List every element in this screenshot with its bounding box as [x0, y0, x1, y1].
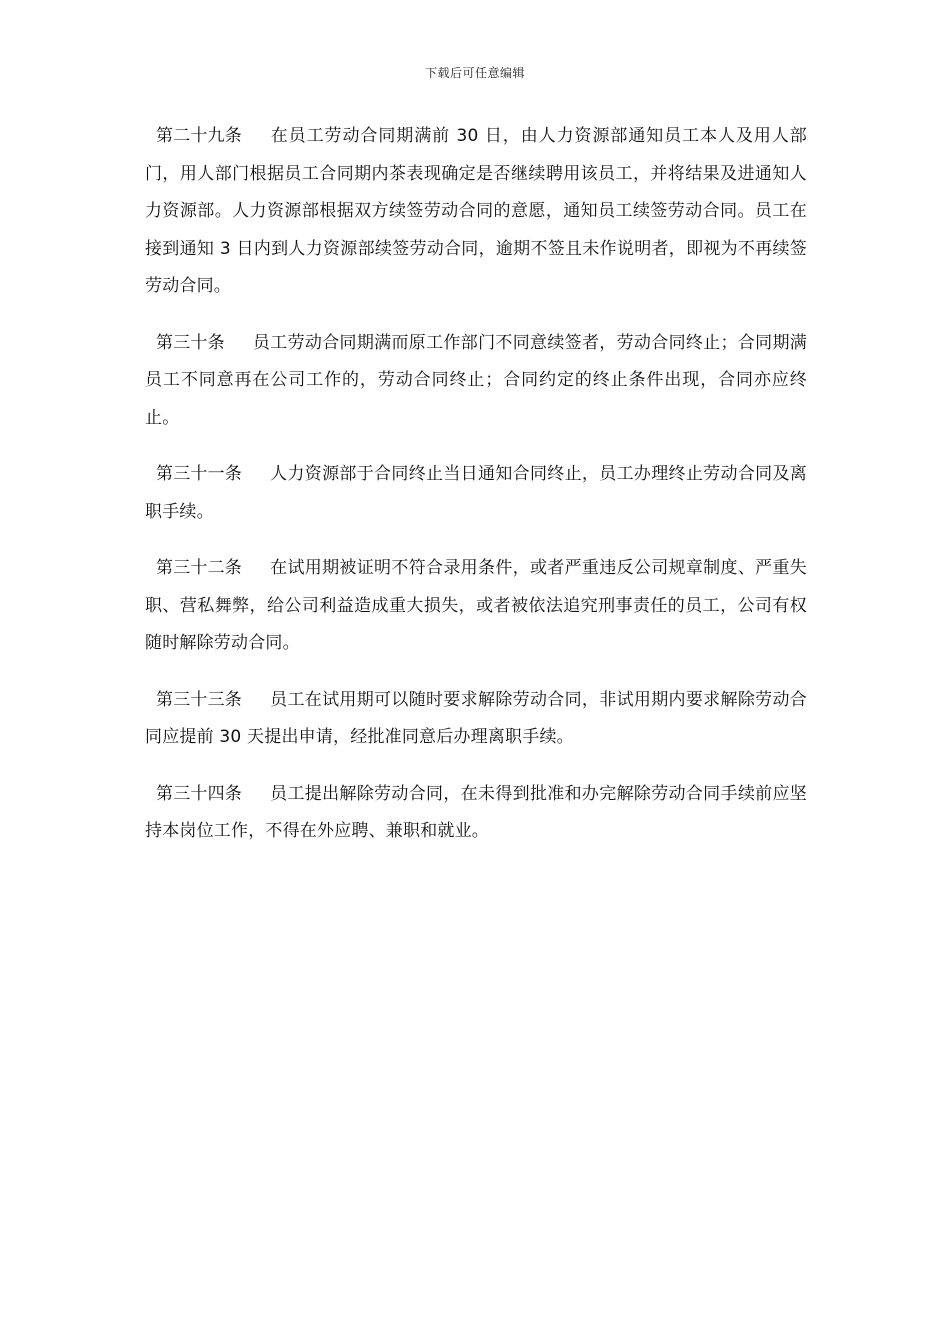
- article-label: 第三十三条: [156, 689, 242, 710]
- article-31: [145, 456, 807, 531]
- article-label: 第三十一条: [156, 464, 242, 484]
- document-body: [145, 118, 807, 870]
- article-text: 在员工劳动合同期满前 30 日，由人力资源部通知员工本人及用人部门，用人部门根据员工合同期内茶表现确定是否继续聘用该员工，并将结果及进通知人力资源部。人力资源部根据双方续签劳动合同的意愿，通知员工续签劳动合同。员工在接到通知 3 日内到人力资源部续签劳动合同，逾期不签且未作说明者，即视为不再续签劳动合同。: [145, 126, 807, 296]
- article-34: [145, 776, 807, 851]
- article-label: 第三十条: [156, 332, 225, 353]
- article-text: 在试用期被证明不符合录用条件，或者严重违反公司规章制度、严重失职、营私舞弊，给公司利益造成重大损失，或者被依法追究刑事责任的员工，公司有权随时解除劳动合同。: [145, 558, 807, 653]
- article-30: [145, 325, 807, 438]
- article-32: [145, 550, 807, 663]
- article-text: 人力资源部于合同终止当日通知合同终止，员工办理终止劳动合同及离职手续。: [145, 464, 807, 522]
- page-header: 下载后可任意编辑: [424, 66, 525, 80]
- article-label: 第三十二条: [156, 558, 242, 578]
- article-text: 员工在试用期可以随时要求解除劳动合同，非试用期内要求解除劳动合同应提前 30 天提出申请，经批准同意后办理离职手续。: [145, 689, 807, 747]
- article-33: [145, 682, 807, 757]
- article-29: [145, 118, 807, 306]
- article-label: 第二十九条: [156, 126, 242, 146]
- article-text: 员工提出解除劳动合同，在未得到批准和办完解除劳动合同手续前应坚持本岗位工作，不得在外应聘、兼职和就业。: [145, 783, 807, 841]
- article-label: 第三十四条: [156, 783, 242, 804]
- article-text: 员工劳动合同期满而原工作部门不同意续签者，劳动合同终止；合同期满员工不同意再在公司工作的，劳动合同终止；合同约定的终止条件出现，合同亦应终止。: [145, 332, 807, 428]
